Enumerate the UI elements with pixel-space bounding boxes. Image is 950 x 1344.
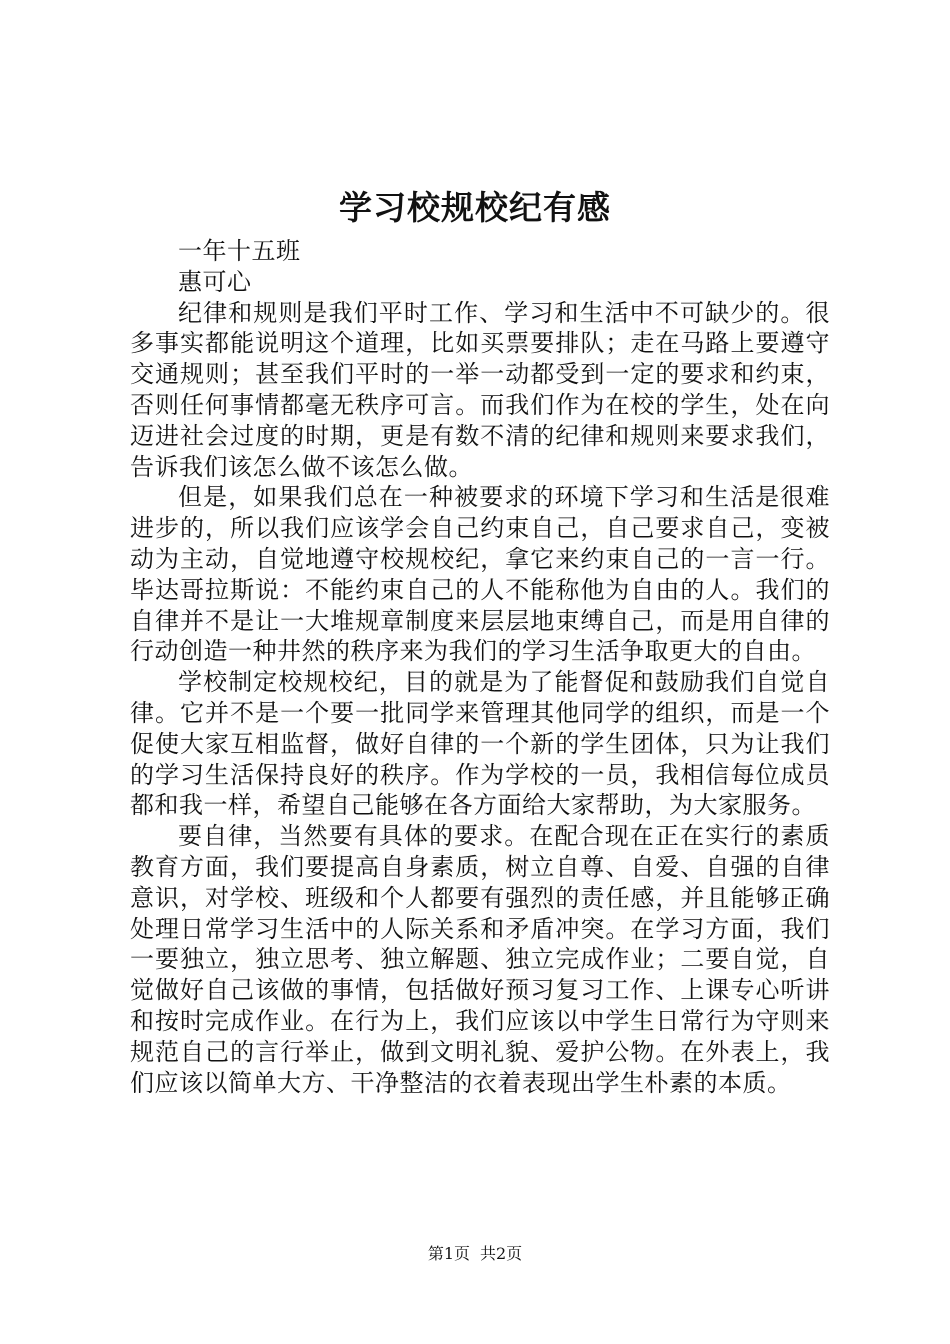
page-footer <box>0 1243 950 1265</box>
paragraph: 要自律，当然要有具体的要求。在配合现在正在实行的素质教育方面，我们要提高自身素质，树立自尊、自爱、自强的自律意识，对学校、班级和个人都要有强烈的责任感，并且能够正确处理日常学习生活中的人际关系和矛盾冲突。在学习方面，我们一要独立，独立思考、独立解题、独立完成作业；二要自觉，自觉做好自己该做的事情，包括做好预习复习工作、上课专心听讲和按时完成作业。在行为上，我们应该以中学生日常行为守则来规范自己的言行举止，做到文明礼貌、爱护公物。在外表上，我们应该以简单大方、干净整洁的衣着表现出学生朴素的本质。 <box>130 822 830 1097</box>
author-line: 惠可心 <box>178 267 252 296</box>
paragraph: 但是，如果我们总在一种被要求的环境下学习和生活是很难进步的，所以我们应该学会自己约束自己，自己要求自己，变被动为主动，自觉地遵守校规校纪，拿它来约束自己的一言一行。毕达哥拉斯说：不能约束自己的人不能称他为自由的人。我们的自律并不是让一大堆规章制度来层层地束缚自己，而是用自律的行动创造一种井然的秩序来为我们的学习生活争取更大的自由。 <box>130 483 830 666</box>
class-line: 一年十五班 <box>178 237 301 265</box>
document-body <box>130 236 830 1098</box>
paragraph: 纪律和规则是我们平时工作、学习和生活中不可缺少的。很多事实都能说明这个道理，比如买票要排队；走在马路上要遵守交通规则；甚至我们平时的一举一动都受到一定的要求和约束，否则任何事情都毫无秩序可言。而我们作为在校的学生，处在向迈进社会过度的时期，更是有数不清的纪律和规则来要求我们，告诉我们该怎么做不该怎么做。 <box>130 298 830 481</box>
page-number: 第1页 <box>427 1244 470 1263</box>
page-total: 共2页 <box>480 1244 523 1263</box>
document-title: 学习校规校纪有感 <box>339 188 611 227</box>
paragraph: 学校制定校规校纪，目的就是为了能督促和鼓励我们自觉自律。它并不是一个要一批同学来管理其他同学的组织，而是一个促使大家互相监督，做好自律的一个新的学生团体，只为让我们的学习生活保持良好的秩序。作为学校的一员，我相信每位成员都和我一样，希望自己能够在各方面给大家帮助，为大家服务。 <box>130 668 830 820</box>
